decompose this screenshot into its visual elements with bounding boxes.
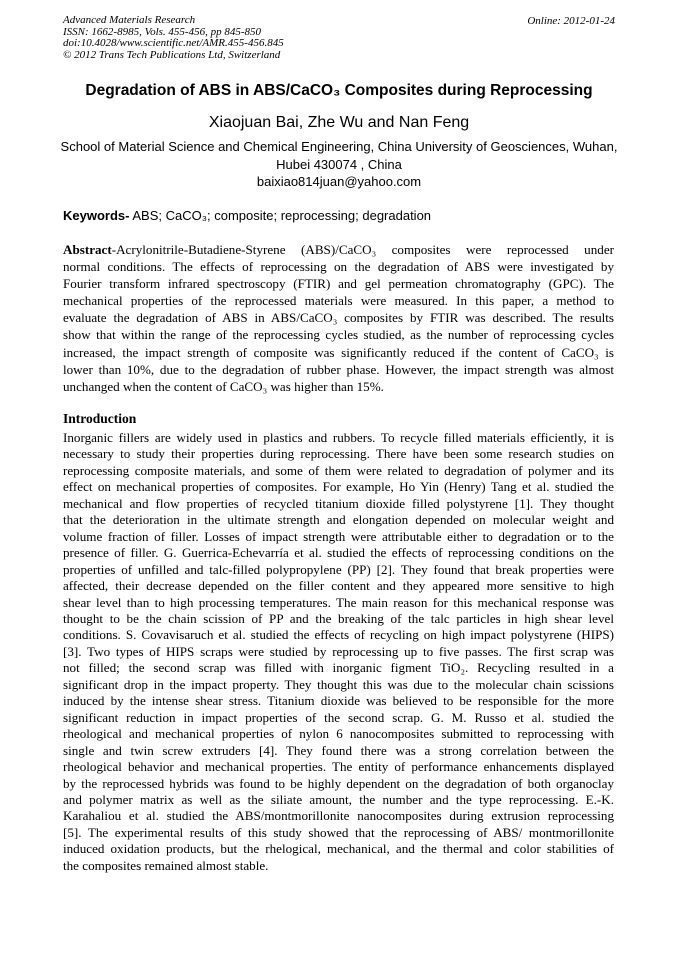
paper-title: Degradation of ABS in ABS/CaCO₃ Composites during Reprocessing (85, 82, 593, 99)
text-line (63, 562, 614, 578)
journal-name: Advanced Materials Research (63, 14, 196, 26)
text-line (63, 378, 614, 395)
text-line (63, 463, 614, 479)
text-line (63, 595, 614, 611)
text-line (63, 529, 614, 545)
text-line (63, 545, 614, 561)
text-line (63, 309, 614, 326)
text-line-content: effect on mechanical properties of composites. For example, Ho Yin (Henry) Tang et al. studied the (63, 479, 614, 495)
text-line-content: single and twin screw extruders [4]. They found there was a strong correlation between the (63, 742, 614, 758)
text-line (63, 726, 614, 742)
text-line (63, 660, 614, 676)
text-line (63, 241, 614, 258)
text-line-content: thought to be the chain scission of PP and the breaking of the talc particles in high shear level (63, 610, 614, 626)
text-line-content: necessary to study their properties during reprocessing. There have been some research studies on (63, 446, 614, 462)
text-line (63, 275, 614, 292)
text-line (63, 611, 614, 627)
text-line (63, 743, 614, 759)
issn: ISSN: 1662-8985, Vols. 455-456, pp 845-850 (63, 25, 261, 38)
text-line-content: induced oxidation products, but the rhelogical, mechanical, and the thermal and color stabilities of (63, 841, 614, 857)
text-line-content: normal conditions. The effects of reprocessing on the degradation of ABS were investigated by (63, 259, 614, 275)
text-line (63, 292, 614, 309)
text-line (63, 479, 614, 495)
text-line-content: rheological behavior and mechanical properties. The entity of performance enhancements displayed (63, 759, 614, 775)
text-line-content: significant drop in the impact property. They thought this was due to the molecular chain scissions (63, 676, 614, 692)
text-line (63, 344, 614, 361)
text-line-content: Fourier transform infrared spectroscopy (FTIR) and gel permeation chromatography (GPC). The (63, 276, 614, 292)
doi: doi:10.4028/www.scientific.net/AMR.455-456.845 (63, 37, 284, 50)
authors: Xiaojuan Bai, Zhe Wu and Nan Feng (208, 114, 470, 131)
text-line-content: shear level than to high processing temperatures. The main reason for this mechanical response was (63, 594, 614, 610)
text-line-content: by the reprocessed hybrids was found to be highly dependent on the degradation of both organoclay (63, 775, 614, 791)
text-line (63, 430, 614, 446)
text-line-content: significant reduction in impact properties of the second scrap. G. M. Russo et al. studied the (63, 709, 614, 725)
text-line-content: volume fraction of filler. Losses of impact strength were attributable either to degradation or to the (63, 528, 614, 544)
text-line-content: that the deterioration in the ultimate strength and elongation depended on molecular weight and (63, 512, 614, 528)
keywords-text: ABS; CaCO₃; composite; reprocessing; degradation (129, 208, 432, 223)
text-line-content: -Acrylonitrile-Butadiene-Styrene (ABS)/CaCO₃ composites were reprocessed under (111, 242, 614, 257)
text-line (63, 496, 614, 512)
text-line (63, 693, 614, 709)
introduction-body (63, 430, 614, 874)
text-line-content: evaluate the degradation of ABS in ABS/CaCO₃ composites by FTIR was described. The results (63, 310, 614, 326)
text-line (63, 841, 614, 857)
text-line (63, 858, 614, 874)
text-line-content: Karahaliou et al. studied the ABS/montmorillonite nanocomposites during extrusion reprocessing (63, 808, 614, 824)
text-line (63, 512, 614, 528)
text-line (63, 759, 614, 775)
text-line-content: rheological and mechanical properties of nylon 6 nanocomposites submitted to reprocessing with (63, 726, 614, 742)
journal-header (63, 15, 284, 62)
text-line-content: mechanical properties of the reprocessed materials were measured. In this paper, a method to (63, 293, 614, 309)
text-line-content: mechanical and flow properties of recycled titanium dioxide filled polystyrene [1]. They thought (63, 495, 614, 511)
text-line-content: show that within the range of the reprocessing cycles studied, as the number of reprocessing cycles (63, 327, 614, 343)
text-line (63, 361, 614, 378)
text-line-content: not filled; the second scrap was filled with inorganic figment TiO₂. Recycling resulted in a (63, 660, 614, 676)
author-email[interactable]: baixiao814juan@yahoo.com (256, 174, 422, 189)
keywords-label: Keywords- (63, 208, 130, 223)
text-line (63, 326, 614, 343)
text-line-content: [5]. The experimental results of this study showed that the reprocessing of ABS/ montmorillonite (63, 824, 614, 840)
text-line-content: presence of filler. G. Guerrica-Echevarría et al. studied the effects of reprocessing conditions on the (63, 545, 614, 561)
keywords (63, 208, 431, 223)
text-line-content: increased, the impact strength of composite was significantly reduced if the content of CaCO₃ is (63, 344, 614, 360)
online-date: Online: 2012-01-24 (527, 15, 615, 27)
text-line (63, 446, 614, 462)
text-line (63, 710, 614, 726)
affiliation-line: School of Material Science and Chemical Engineering, China University of Geosciences, Wuhan, (60, 139, 618, 154)
text-line-content: Inorganic fillers are widely used in plastics and rubbers. To recycle filled materials efficiently, it is (63, 430, 614, 445)
text-line (63, 677, 614, 693)
text-line-content: lower than 10%, due to the degradation of rubber phase. However, the impact strength was almost (63, 361, 614, 377)
text-line-content: conditions. S. Covavisaruch et al. studied the effects of recycling on high impact polystyrene (HIPS) (63, 627, 614, 643)
text-line (63, 578, 614, 594)
text-line (63, 627, 614, 643)
text-line-content: properties of unfilled and talc-filled polypropylene (PP) [2]. They found that break properties were (63, 561, 614, 577)
affiliation-line: Hubei 430074 , China (276, 157, 402, 172)
text-line (63, 258, 614, 275)
text-line-content: unchanged when the content of CaCO₃ was higher than 15%. (63, 378, 384, 394)
text-line (63, 792, 614, 808)
text-line-content: and polymer matrix as well as the siliate amount, the number and the type reprocessing. E.-K. (63, 791, 614, 807)
text-line-content: [3]. Two types of HIPS scraps were studied by reprocessing up to five passes. The first scrap was (63, 643, 614, 659)
text-line (63, 825, 614, 841)
abstract (63, 241, 614, 395)
affiliation (40, 138, 638, 174)
text-line-content: affected, their decrease depended on the filler content and they appeared more sensitive to high (63, 578, 614, 594)
text-line-content: induced by the intense shear stress. Titanium dioxide was believed to be responsible for the more (63, 693, 614, 709)
text-line (63, 808, 614, 824)
copyright: © 2012 Trans Tech Publications Ltd, Switzerland (63, 49, 281, 62)
text-line-content: reprocessing composite materials, and some of them were related to degradation of polymer and its (63, 462, 614, 478)
section-heading-introduction: Introduction (63, 411, 137, 426)
text-line (63, 644, 614, 660)
abstract-label: Abstract (63, 242, 112, 257)
text-line (63, 776, 614, 792)
text-line-content: the composites remained almost stable. (63, 857, 269, 873)
